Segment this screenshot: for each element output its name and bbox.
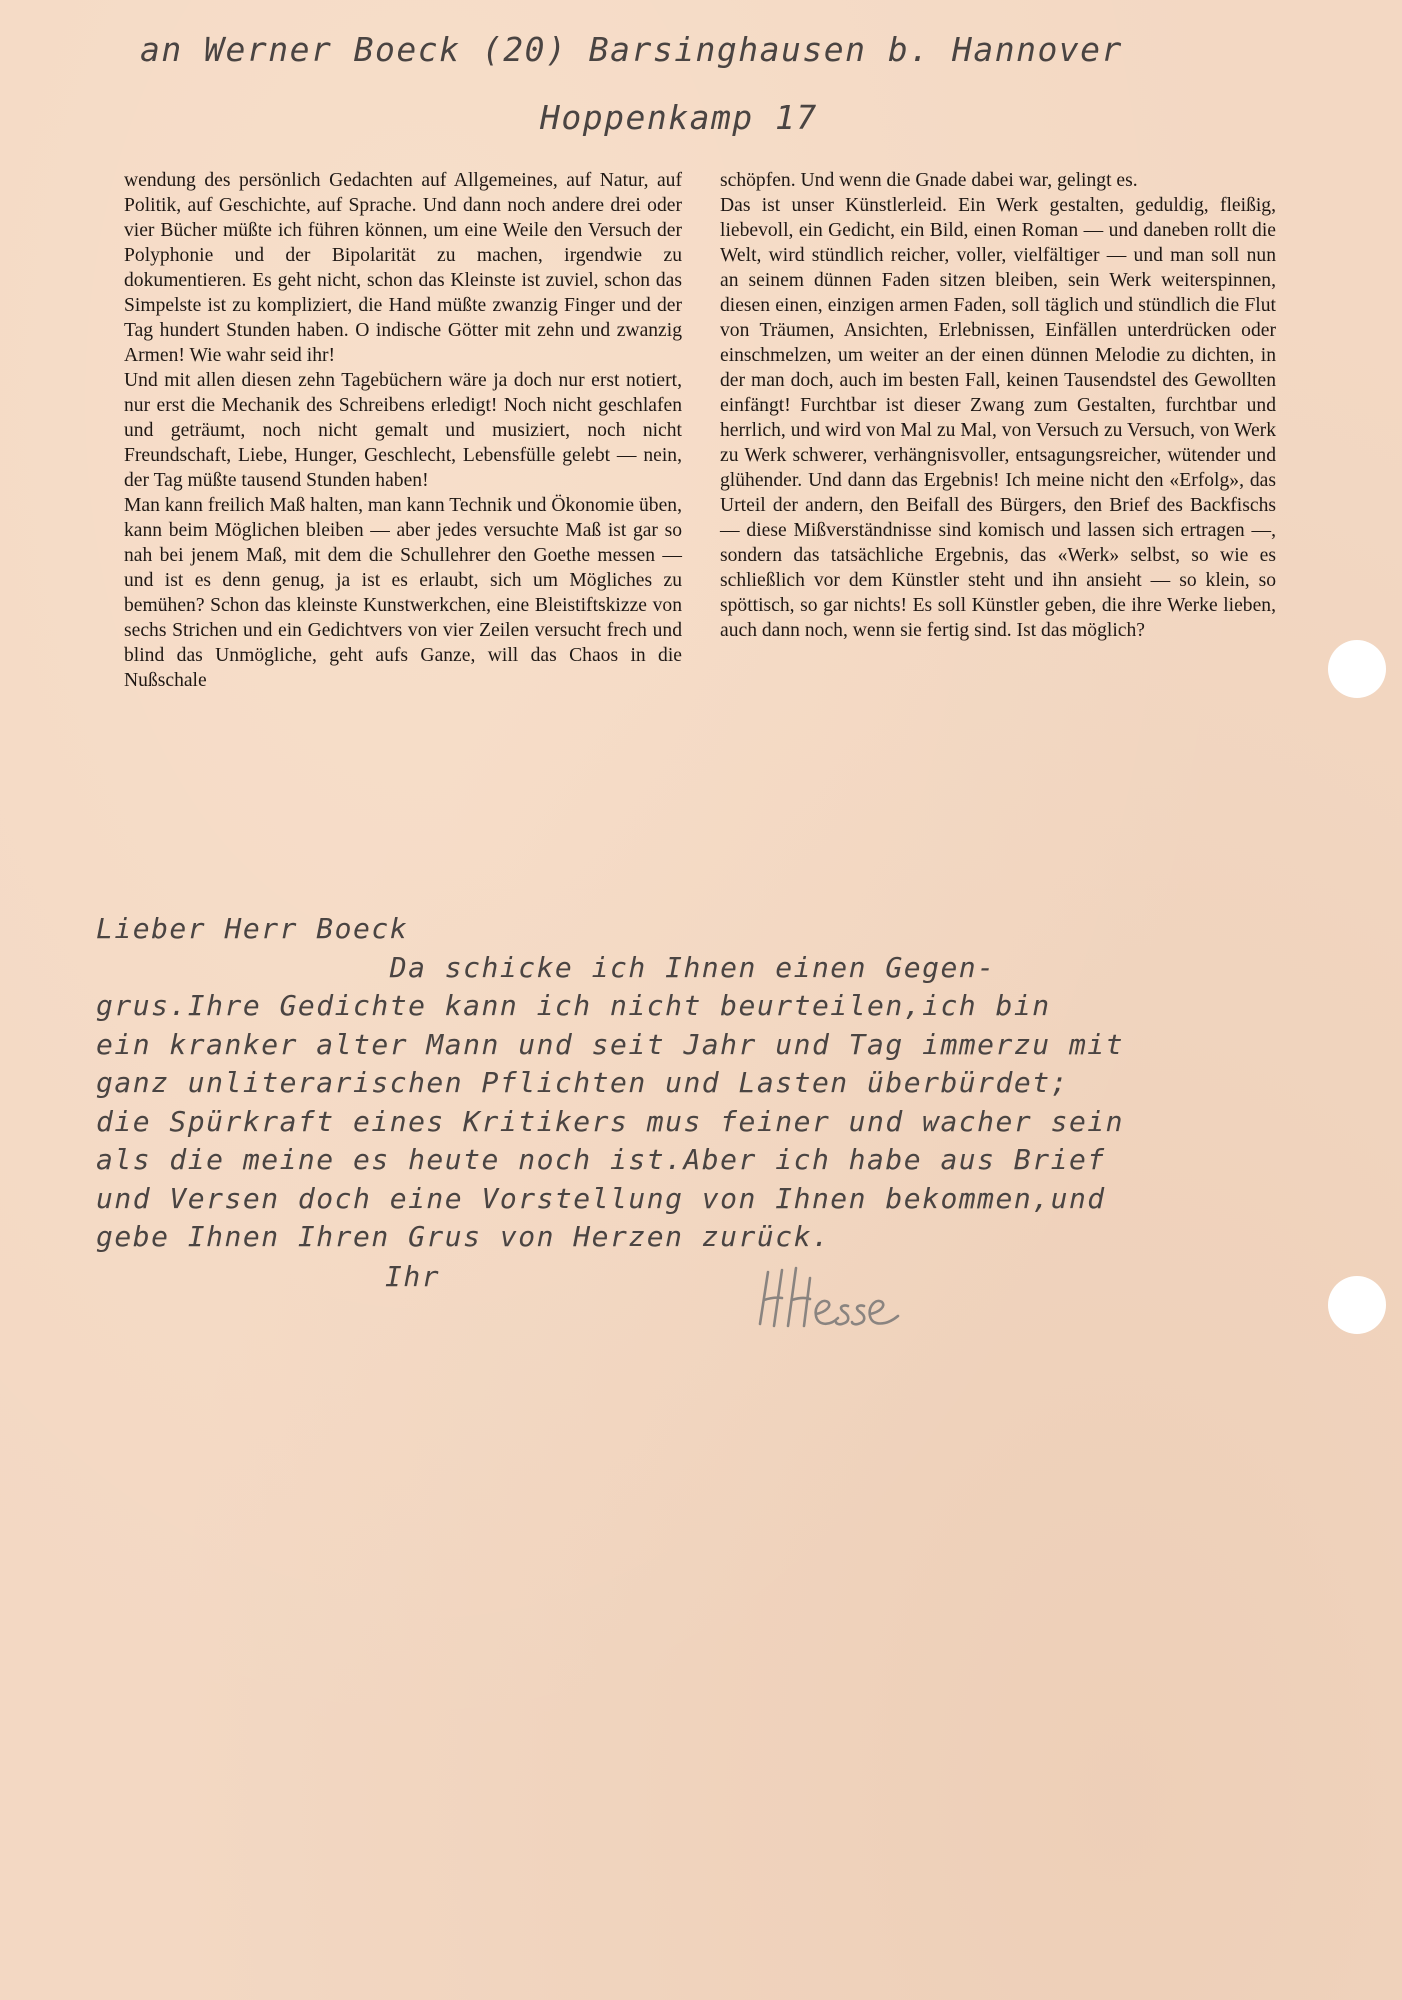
address-line-recipient: an Werner Boeck (20) Barsinghausen b. Hannover xyxy=(140,30,1123,69)
letter-line: grus.Ihre Gedichte kann ich nicht beurteilen,ich bin xyxy=(96,989,1051,1022)
article-paragraph: schöpfen. Und wenn die Gnade dabei war, gelingt es. xyxy=(720,170,1138,191)
letter-line: als die meine es heute noch ist.Aber ich habe aus Brief xyxy=(96,1143,1106,1176)
article-right-column xyxy=(720,168,1276,643)
article-paragraph: wendung des persönlich Gedachten auf Allgemeines, auf Natur, auf Politik, auf Geschichte, auf Sprache. Und dann noch andere drei oder vier Bücher müßte ich führen können, um eine Weile den Versuch der Polyphonie und der Bipolarität zu machen, irgendwie zu dokumentieren. Es geht nicht, schon das Kleinste ist zuviel, schon das Simpelste ist zu kompliziert, die Hand müßte zwanzig Finger und der Tag hundert Stunden haben. O indische Götter mit zehn und zwanzig Armen! Wie wahr seid ihr! xyxy=(124,170,682,366)
article-paragraph: Man kann freilich Maß halten, man kann Technik und Ökonomie üben, kann beim Möglichen bleiben — aber jedes versuchte Maß ist gar so nah bei jenem Maß, mit dem die Schullehrer den Goethe messen — und ist es denn genug, ja ist es erlaubt, sich um Mögliches zu bemühen? Schon das kleinste Kunstwerkchen, eine Bleistiftskizze von sechs Strichen und ein Gedichtvers von vier Zeilen versucht frech und blind das Unmögliche, geht aufs Ganze, will das Chaos in die Nußschale xyxy=(124,495,682,691)
letter-line: ganz unliterarischen Pflichten und Lasten überbürdet; xyxy=(96,1066,1069,1099)
letter-line: die Spürkraft eines Kritikers mus feiner und wacher sein xyxy=(96,1104,1125,1138)
address-line-street: Hoppenkamp 17 xyxy=(540,98,818,137)
article-paragraph: Das ist unser Künstlerleid. Ein Werk gestalten, geduldig, fleißig, liebevoll, ein Gedicht, ein Bild, einen Roman — und daneben rollt die Welt, wird stündlich reicher, voller, vielfältiger — und man soll nun an seinem dünnen Faden sitzen bleiben, sein Werk weiterspinnen, diesen einen, einzigen armen Faden, soll täglich und stündlich die Flut von Träumen, Ansichten, Erlebnissen, Einfällen unterdrücken oder einschmelzen, um weiter an der einen dünnen Melodie zu dichten, in der man doch, auch im besten Fall, keinen Tausendstel des Gewollten einfängt! Furchtbar ist dieser Zwang zum Gestalten, furchtbar und herrlich, und wird von Mal zu Mal, von Versuch zu Versuch, von Werk zu Werk schwerer, verhängnisvoller, entsagungsreicher, wütender und glühender. Und dann das Ergebnis! Ich meine nicht den «Erfolg», das Urteil der andern, den Beifall des Bürgers, den Brief des Backfischs — diese Mißverständnisse sind komisch und lassen sich ertragen —, sondern das tatsächliche Ergebnis, das «Werk» selbst, so wie es schließlich vor dem Künstler steht und ihn ansieht — so klein, so spöttisch, so gar nichts! Es soll Künstler geben, die ihre Werke lieben, auch dann noch, wenn sie fertig sind. Ist das möglich? xyxy=(720,195,1276,641)
letter-line: gebe Ihnen Ihren Grus von Herzen zurück. xyxy=(96,1220,831,1253)
article-left-column xyxy=(124,168,682,693)
letter-closing: Ihr xyxy=(385,1260,441,1293)
letter-line: Da schicke ich Ihnen einen Gegen- xyxy=(96,950,996,984)
letter-line: und Versen doch eine Vorstellung von Ihnen bekommen,und xyxy=(96,1181,1106,1215)
punch-hole xyxy=(1328,640,1386,698)
letter-line: ein kranker alter Mann und seit Jahr und Tag immerzu mit xyxy=(96,1027,1125,1061)
handwritten-signature xyxy=(752,1262,982,1342)
article-paragraph: Und mit allen diesen zehn Tagebüchern wäre ja doch nur erst notiert, nur erst die Mechanik des Schreibens erledigt! Noch nicht geschlafen und geträumt, noch nicht gemalt und musiziert, noch nicht Freundschaft, Liebe, Hunger, Geschlecht, Lebensfülle gelebt — nein, der Tag müßte tausend Stunden haben! xyxy=(124,370,682,491)
letter-salutation: Lieber Herr Boeck xyxy=(96,912,409,945)
typed-letter xyxy=(96,910,1386,1257)
punch-hole xyxy=(1328,1276,1386,1334)
